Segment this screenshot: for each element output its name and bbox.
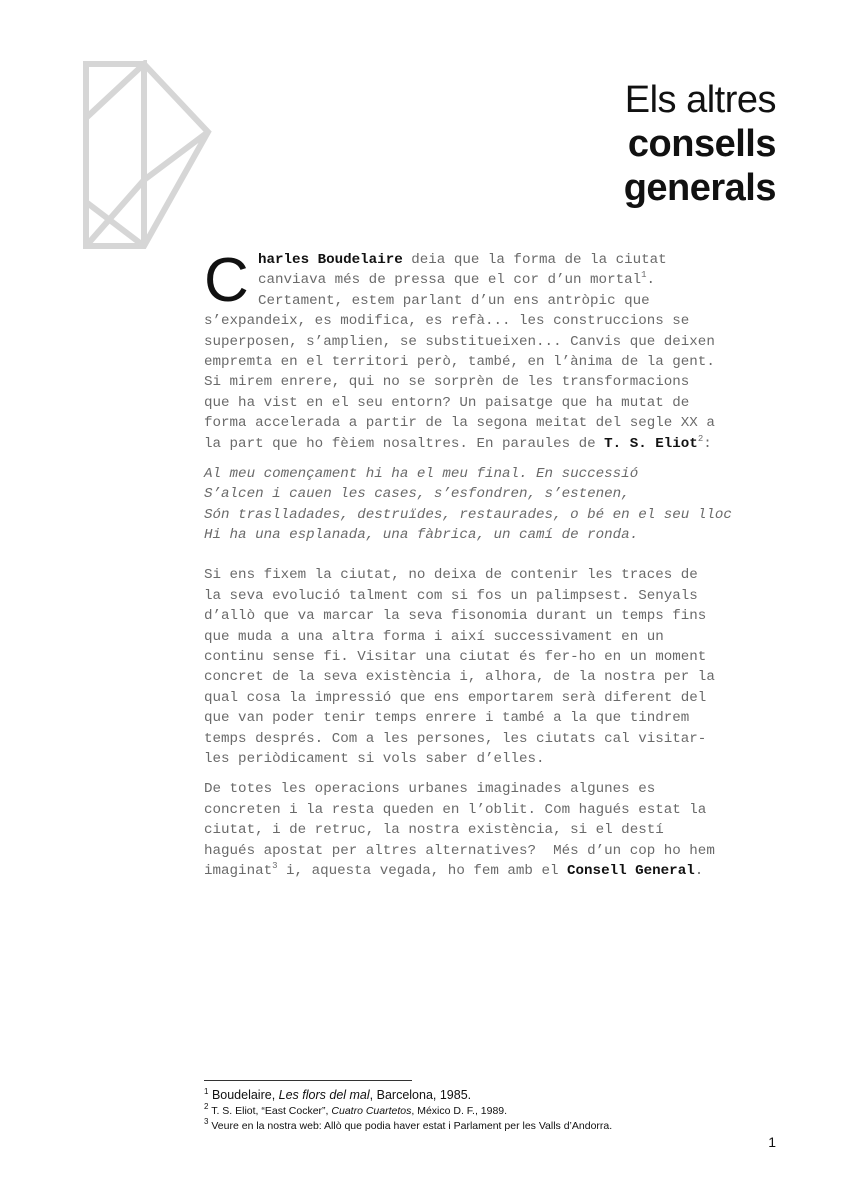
text-line: que ha vist en el seu entorn? Un paisatge que ha mutat de [204,394,690,411]
footnote-number: 2 [204,1102,209,1111]
text-fragment: : [703,435,712,452]
text-line [204,270,776,290]
text-fragment: . [646,272,656,289]
footnotes [204,1086,804,1134]
text-line: De totes les operacions urbanes imaginades algunes es [204,781,656,798]
title-line-1: Els altres [624,79,776,121]
text-line: Certament, estem parlant d’un ens antròpic que [258,292,650,309]
text-fragment: canviava més de pressa que el cor d’un mortal [258,272,642,289]
text-fragment: , México D. F., 1989. [411,1105,508,1117]
consell-general-emphasis: Consell General [567,862,695,879]
footnote-divider [204,1080,412,1081]
text-line: superposen, s’amplien, se substitueixen... Canvis que deixen [204,333,715,350]
text-line: hagués apostat per altres alternatives? Més d’un cop ho hem [204,842,715,859]
footnote-number: 3 [204,1117,209,1126]
author-name-eliot: T. S. Eliot [604,435,698,452]
text-fragment: T. S. Eliot, “East Cocker”, [211,1105,332,1117]
book-title: Cuatro Cuartetos [331,1105,412,1117]
text-line: qual cosa la impressió que ens emportarem serà diferent del [204,689,707,706]
text-fragment: , Barcelona, 1985. [369,1088,472,1102]
paragraph-consell-general [204,779,776,881]
text-fragment: . [694,862,704,879]
book-title: Les flors del mal [278,1088,370,1102]
quote-line: Al meu començament hi ha el meu final. En successió [204,465,639,482]
text-line: que muda a una altra forma i així successivament en un [204,628,664,645]
text-fragment: la part que ho fèiem nosaltres. En paraules de [204,435,605,452]
quote-line: S’alcen i cauen les cases, s’esfondren, s’estenen, [204,486,630,503]
quote-line: Hi ha una esplanada, una fàbrica, un camí de ronda. [204,527,639,544]
text-line: forma accelerada a partir de la segona meitat del segle XX a [204,415,715,432]
footnote-ref: 2 [697,433,704,444]
text-line: temps després. Com a les persones, les ciutats cal visitar- [204,730,707,747]
title-line-3: generals [623,167,776,209]
text-fragment: imaginat [204,862,273,879]
text-line: Si ens fixem la ciutat, no deixa de contenir les traces de [204,567,698,584]
text-line: concreten i la resta queden en l’oblit. Com hagués estat la [204,801,707,818]
council-logo-icon [82,60,214,250]
text-line: la seva evolució talment com si fos un palimpsest. Senyals [204,587,698,604]
title-line-2: consells [627,123,776,165]
footnote-ref: 1 [641,270,647,281]
author-name-boudelaire: harles Boudelaire [258,252,403,268]
text-fragment: Boudelaire, [211,1088,279,1102]
text-line [204,861,776,881]
text-line [204,250,776,270]
text-line: que van poder tenir temps enrere i també a la que tindrem [204,710,690,727]
text-line: continu sense fi. Visitar una ciutat és fer-ho en un moment [204,649,707,666]
eliot-quote [204,464,776,546]
drop-cap: C [204,246,249,315]
text-fragment: Veure en la nostra web: Allò que podia haver estat i Parlament per les Valls d’Andorra. [211,1120,613,1132]
text-line: les periòdicament si vols saber d’elles. [204,750,545,767]
text-fragment: deia que la forma de la ciutat [402,252,667,268]
text-line: concret de la seva existència i, alhora, de la nostra per la [204,669,715,686]
text-line: ciutat, i de retruc, la nostra existència, si el destí [204,822,664,839]
article-body [204,246,776,881]
text-line: d’allò que va marcar la seva fisonomia durant un temps fins [204,608,707,625]
footnote-1 [204,1086,804,1104]
paragraph-palimpsest [204,565,776,769]
intro-paragraph [204,246,776,454]
text-line: Si mirem enrere, qui no se sorprèn de les transformacions [204,374,690,391]
footnote-number: 1 [204,1087,209,1096]
text-line: s’expandeix, es modifica, es refà... les construccions se [204,313,690,330]
text-fragment: i, aquesta vegada, ho fem amb el [277,862,568,879]
page-title [624,78,776,210]
footnote-3 [204,1119,804,1134]
footnote-2 [204,1104,804,1119]
footnote-ref: 3 [272,860,278,871]
text-line: empremta en el territori però, també, en l’ànima de la gent. [204,353,715,370]
text-line [204,434,776,454]
quote-line: Són traslladades, destruïdes, restaurades, o bé en el seu lloc [204,506,732,523]
page-number: 1 [768,1134,776,1150]
